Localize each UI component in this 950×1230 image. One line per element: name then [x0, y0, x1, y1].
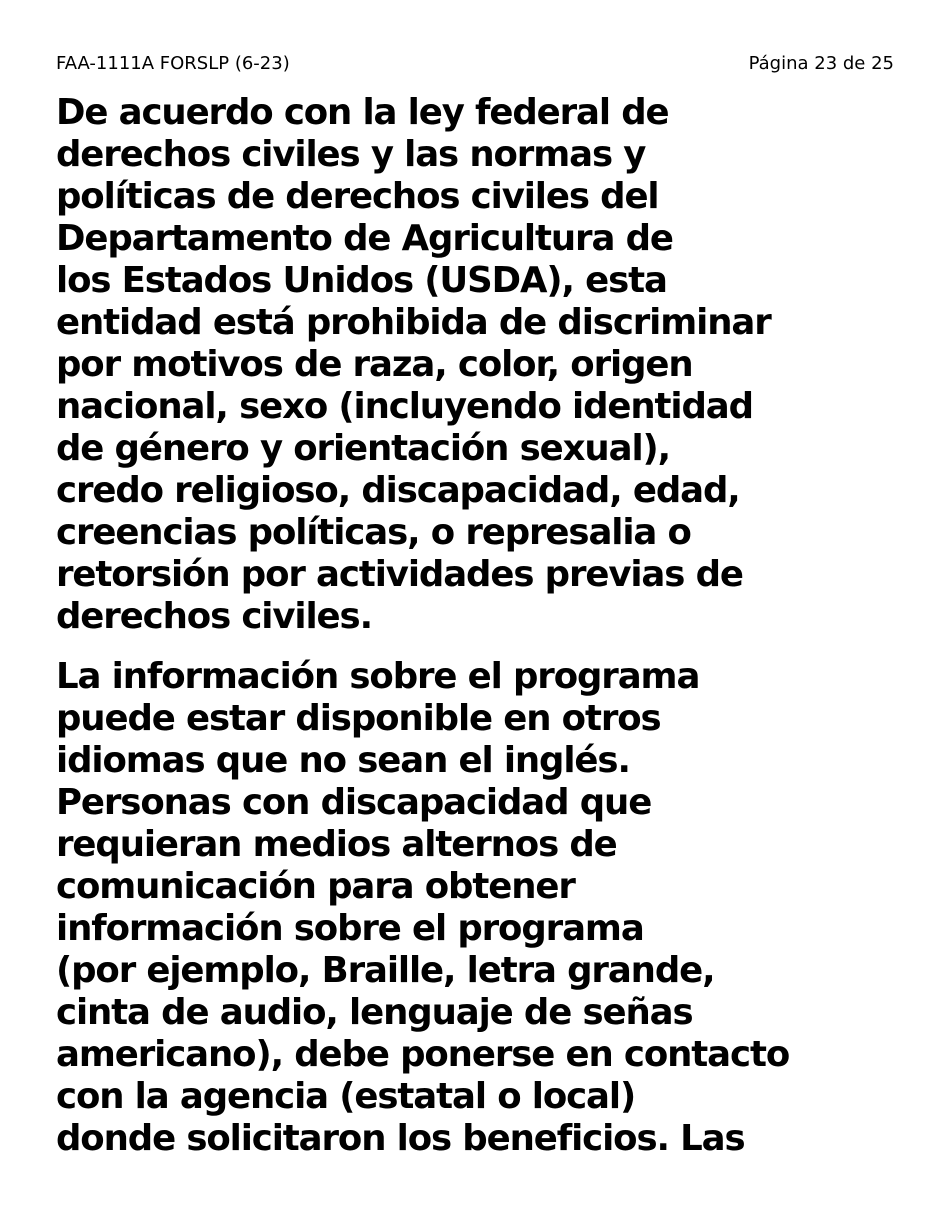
- text-line: americano), debe ponerse en contacto: [56, 1034, 790, 1075]
- text-line: por motivos de raza, color, origen: [56, 344, 693, 385]
- text-line: (por ejemplo, Braille, letra grande,: [56, 950, 715, 991]
- text-line: De acuerdo con la ley federal de: [56, 92, 669, 133]
- form-id: FAA-1111A FORSLP (6-23): [56, 53, 290, 74]
- text-line: derechos civiles y las normas y: [56, 134, 646, 175]
- text-line: con la agencia (estatal o local): [56, 1076, 636, 1117]
- text-line: comunicación para obtener: [56, 866, 575, 907]
- text-line: cinta de audio, lenguaje de señas: [56, 992, 693, 1033]
- text-line: requieran medios alternos de: [56, 824, 617, 865]
- text-line: de género y orientación sexual),: [56, 428, 671, 469]
- text-line: Departamento de Agricultura de: [56, 218, 673, 259]
- paragraph-program-information: [56, 656, 906, 1160]
- text-line: información sobre el programa: [56, 908, 644, 949]
- text-line: puede estar disponible en otros: [56, 698, 661, 739]
- text-line: La información sobre el programa: [56, 656, 700, 697]
- text-line: políticas de derechos civiles del: [56, 176, 659, 217]
- text-line: creencias políticas, o represalia o: [56, 512, 691, 553]
- paragraph-civil-rights: [56, 92, 906, 638]
- text-line: credo religioso, discapacidad, edad,: [56, 470, 740, 511]
- text-line: idiomas que no sean el inglés.: [56, 740, 630, 781]
- text-line: los Estados Unidos (USDA), esta: [56, 260, 667, 301]
- text-line: derechos civiles.: [56, 596, 372, 637]
- text-line: Personas con discapacidad que: [56, 782, 652, 823]
- text-line: retorsión por actividades previas de: [56, 554, 743, 595]
- text-line: nacional, sexo (incluyendo identidad: [56, 386, 753, 427]
- page-number: Página 23 de 25: [748, 53, 894, 74]
- text-line: donde solicitaron los beneficios. Las: [56, 1118, 745, 1159]
- page-header: [56, 52, 894, 76]
- text-line: entidad está prohibida de discriminar: [56, 302, 771, 343]
